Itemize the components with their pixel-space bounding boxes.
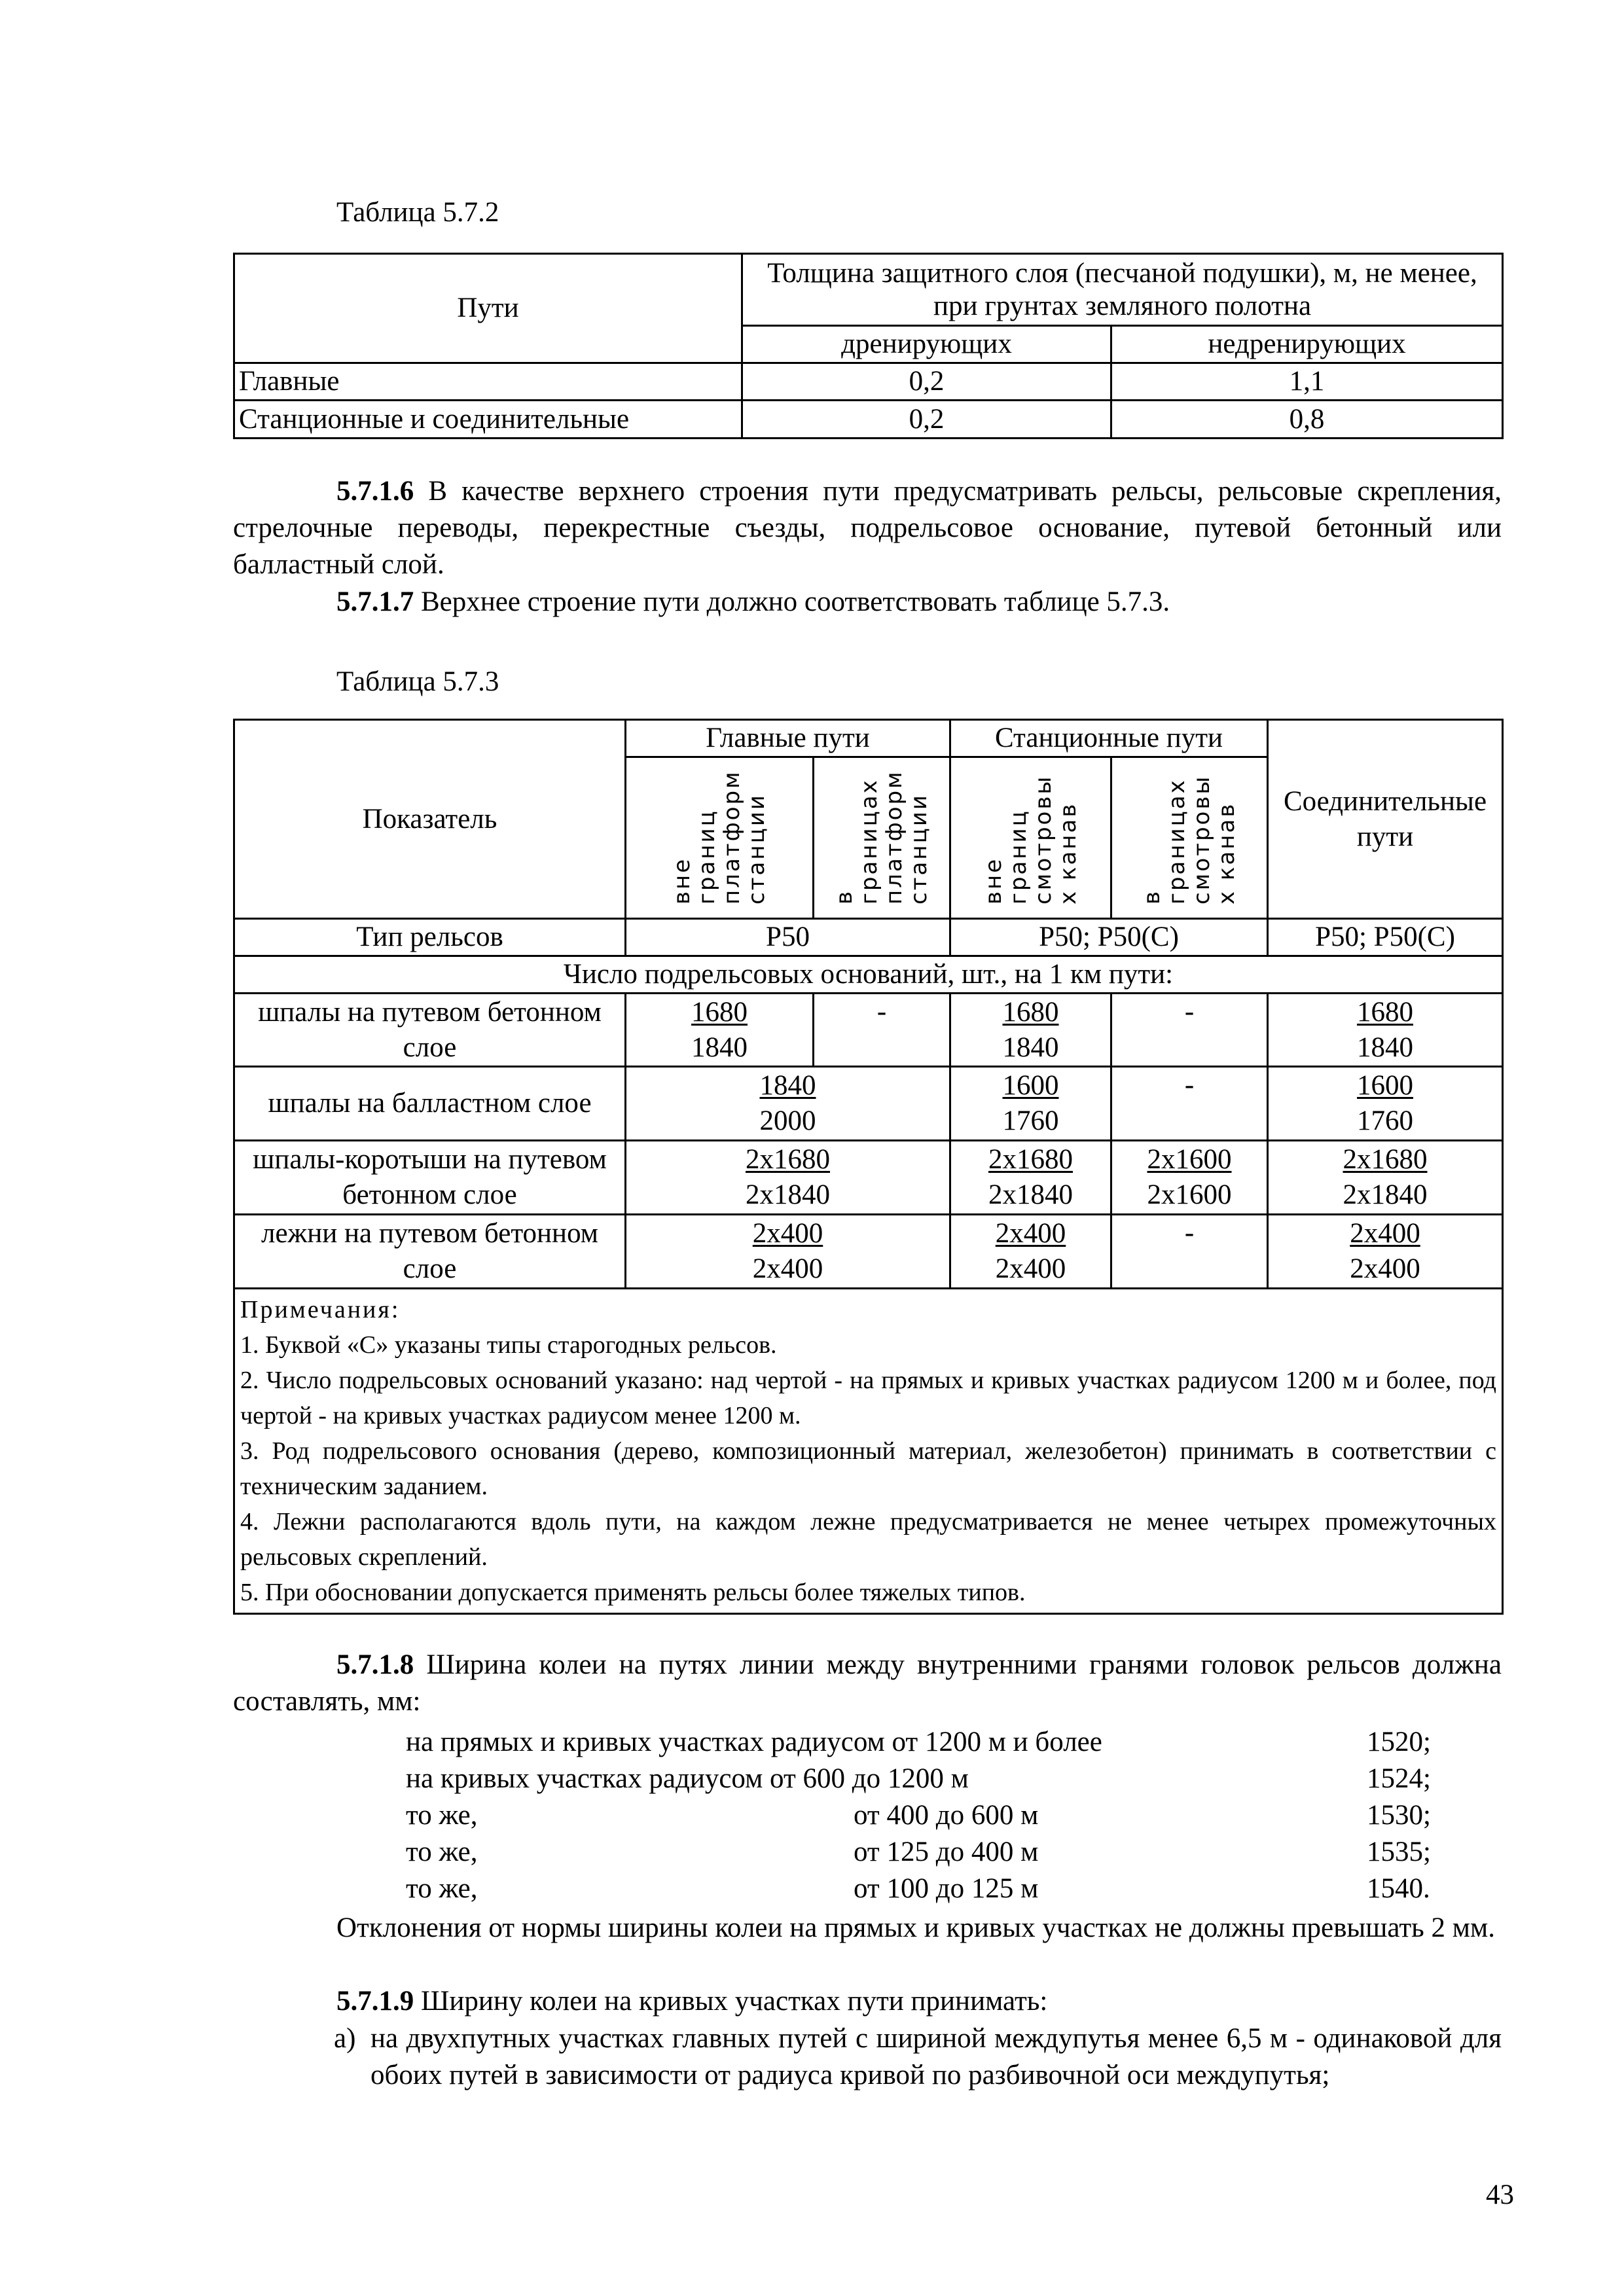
- gauge-value: 1535;: [1367, 1837, 1431, 1867]
- row-label: Главные: [234, 363, 742, 401]
- table-row: [234, 363, 1503, 401]
- row-label: Тип рельсов: [234, 919, 626, 956]
- header-indicator: Показатель: [234, 720, 626, 919]
- paragraph-5-7-1-9: [233, 1983, 1502, 2020]
- clause-number: 5.7.1.6: [336, 476, 414, 507]
- cell-dash: -: [1184, 1217, 1195, 1248]
- table-row: [234, 401, 1503, 439]
- note-item: 2. Число подрельсовых оснований указано: над чертой - на прямых и кривых участках радиусом 1200 м и более, под чертой - на кривых участках радиусом менее 1200 м.: [240, 1367, 1496, 1429]
- value-top: 2x400: [752, 1218, 823, 1249]
- cell-dash: -: [1184, 1069, 1195, 1100]
- row-label: Станционные и соединительные: [234, 401, 742, 439]
- paragraph-text: Ширину колеи на кривых участках пути принимать:: [414, 1986, 1048, 2017]
- cell-value: 0,8: [1111, 401, 1503, 439]
- gauge-item: [406, 1871, 1453, 1907]
- value-bottom: 1760: [1002, 1105, 1059, 1136]
- section-title: Число подрельсовых оснований, шт., на 1 км пути:: [234, 956, 1503, 994]
- gauge-item: [406, 1797, 1453, 1834]
- gauge-condition: то же,: [406, 1837, 478, 1867]
- table-caption: Таблица 5.7.3: [336, 666, 499, 697]
- cell-value: 0,2: [742, 363, 1111, 401]
- gauge-condition: то же,: [406, 1800, 478, 1831]
- value-bottom: 2x400: [995, 1253, 1066, 1284]
- value-bottom: 2x1600: [1147, 1179, 1232, 1210]
- table-caption: Таблица 5.7.2: [336, 197, 499, 228]
- value-top: 1600: [1002, 1070, 1059, 1101]
- cell-dash: -: [1184, 996, 1195, 1027]
- page-number: 43: [1486, 2179, 1514, 2210]
- list-item-text: на двухпутных участках главных путей с шириной междупутья менее 6,5 м - одинаковой для обоих путей в зависимости от радиуса кривой по разбивочной оси междупутья;: [370, 2023, 1502, 2090]
- list-item-a: [334, 2020, 1502, 2094]
- header-paths: Пути: [234, 254, 742, 363]
- table-row: [234, 994, 1503, 1067]
- value-bottom: 1840: [691, 1031, 748, 1063]
- table-row: [234, 1067, 1503, 1141]
- paragraph-deviation: Отклонения от нормы ширины колеи на прямых и кривых участках не должны превышать 2 мм.: [336, 1912, 1495, 1943]
- table-track-structure: [233, 719, 1504, 1615]
- value-top: 2x400: [1350, 1218, 1420, 1249]
- gauge-item: [406, 1761, 1453, 1797]
- paragraph-text: Ширина колеи на путях линии между внутренними гранями головок рельсов должна составлять, мм:: [233, 1649, 1502, 1717]
- table-row: [234, 1215, 1503, 1289]
- cell-value: 0,2: [742, 401, 1111, 439]
- header-within-pits: в границах смотровы х канав: [1139, 774, 1240, 905]
- row-label: шпалы-коротыши на путевом бетонном слое: [234, 1141, 626, 1215]
- value-top: 1680: [1357, 996, 1413, 1028]
- header-main-tracks: Главные пути: [626, 720, 950, 757]
- header-draining: дренирующих: [742, 326, 1111, 363]
- gauge-value: 1530;: [1367, 1800, 1431, 1831]
- value-bottom: 2x400: [1350, 1253, 1420, 1284]
- gauge-radius: от 125 до 400 м: [854, 1837, 1039, 1867]
- gauge-condition: то же,: [406, 1873, 478, 1904]
- table-row: [234, 919, 1503, 956]
- header-outside-platform: вне границ платформ станции: [669, 770, 770, 905]
- note-item: 4. Лежни располагаются вдоль пути, на каждом лежне предусматривается не менее четырех промежуточных рельсовых скреплений.: [240, 1508, 1496, 1571]
- note-item: 5. При обосновании допускается применять рельсы более тяжелых типов.: [240, 1579, 1026, 1606]
- gauge-condition: на кривых участках радиусом от 600 до 1200 м: [406, 1763, 969, 1794]
- gauge-radius: от 100 до 125 м: [854, 1873, 1039, 1904]
- clause-number: 5.7.1.8: [336, 1649, 414, 1680]
- value-top: 2x1680: [988, 1144, 1073, 1175]
- value-bottom: 1840: [1357, 1031, 1413, 1063]
- value-top: 2x1680: [1343, 1144, 1428, 1175]
- value-top: 1680: [691, 996, 748, 1028]
- value-bottom: 2x1840: [988, 1179, 1073, 1210]
- value-bottom: 2x400: [752, 1253, 823, 1284]
- gauge-item: [406, 1724, 1453, 1761]
- note-item: 3. Род подрельсового основания (дерево, композиционный материал, железобетон) принимать в соответствии с техническим заданием.: [240, 1437, 1496, 1500]
- header-within-platform: в границах платформ станции: [831, 770, 932, 905]
- value-top: 1600: [1357, 1070, 1413, 1101]
- gauge-value: 1540.: [1367, 1873, 1430, 1904]
- value-top: 2x1680: [746, 1144, 830, 1175]
- row-label: шпалы на путевом бетонном слое: [234, 994, 626, 1067]
- paragraph-5-7-1-6: [233, 473, 1502, 583]
- notes-title: Примечания:: [240, 1296, 401, 1323]
- cell-value: 1,1: [1111, 363, 1503, 401]
- paragraph-text: В качестве верхнего строения пути предусматривать рельсы, рельсовые скрепления, стрелочные переводы, перекрестные съезды, подрельсовое основание, путевой бетонный или балластный слой.: [233, 476, 1502, 580]
- paragraph-text: Верхнее строение пути должно соответствовать таблице 5.7.3.: [414, 586, 1170, 617]
- value-bottom: 2x1840: [1343, 1179, 1428, 1210]
- header-connecting-tracks: Соединительные пути: [1268, 720, 1503, 919]
- value-bottom: 1760: [1357, 1105, 1413, 1136]
- cell-value: Р50; Р50(С): [950, 919, 1268, 956]
- gauge-value: 1524;: [1367, 1763, 1431, 1794]
- gauge-item: [406, 1834, 1453, 1871]
- gauge-condition: на прямых и кривых участках радиусом от 1200 м и более: [406, 1727, 1102, 1757]
- value-top: 1840: [759, 1070, 816, 1101]
- paragraph-5-7-1-8: [233, 1647, 1502, 1720]
- gauge-list: [406, 1724, 1453, 1907]
- value-top: 2x1600: [1147, 1144, 1232, 1175]
- table-protective-layer: [233, 253, 1504, 439]
- row-label: шпалы на балластном слое: [234, 1067, 626, 1141]
- header-station-tracks: Станционные пути: [950, 720, 1268, 757]
- table-row: [234, 1141, 1503, 1215]
- value-bottom: 2000: [759, 1105, 816, 1136]
- value-bottom: 2x1840: [746, 1179, 830, 1210]
- value-bottom: 1840: [1002, 1031, 1059, 1063]
- value-top: 1680: [1002, 996, 1059, 1028]
- list-marker: а): [334, 2023, 356, 2054]
- paragraph-5-7-1-7: [233, 584, 1502, 620]
- cell-dash: -: [876, 996, 887, 1027]
- gauge-radius: от 400 до 600 м: [854, 1800, 1039, 1831]
- clause-number: 5.7.1.7: [336, 586, 414, 617]
- row-label: лежни на путевом бетонном слое: [234, 1215, 626, 1289]
- cell-value: Р50: [626, 919, 950, 956]
- cell-value: Р50; Р50(С): [1268, 919, 1503, 956]
- header-outside-pits: вне границ смотровы х канав: [980, 774, 1081, 905]
- note-item: 1. Буквой «С» указаны типы старогодных рельсов.: [240, 1331, 777, 1359]
- header-nondraining: недренирующих: [1111, 326, 1503, 363]
- header-thickness: Толщина защитного слоя (песчаной подушки), м, не менее, при грунтах земляного полотна: [742, 254, 1503, 326]
- gauge-value: 1520;: [1367, 1727, 1431, 1757]
- value-top: 2x400: [995, 1218, 1066, 1249]
- table-notes: [234, 1289, 1503, 1614]
- clause-number: 5.7.1.9: [336, 1986, 414, 2017]
